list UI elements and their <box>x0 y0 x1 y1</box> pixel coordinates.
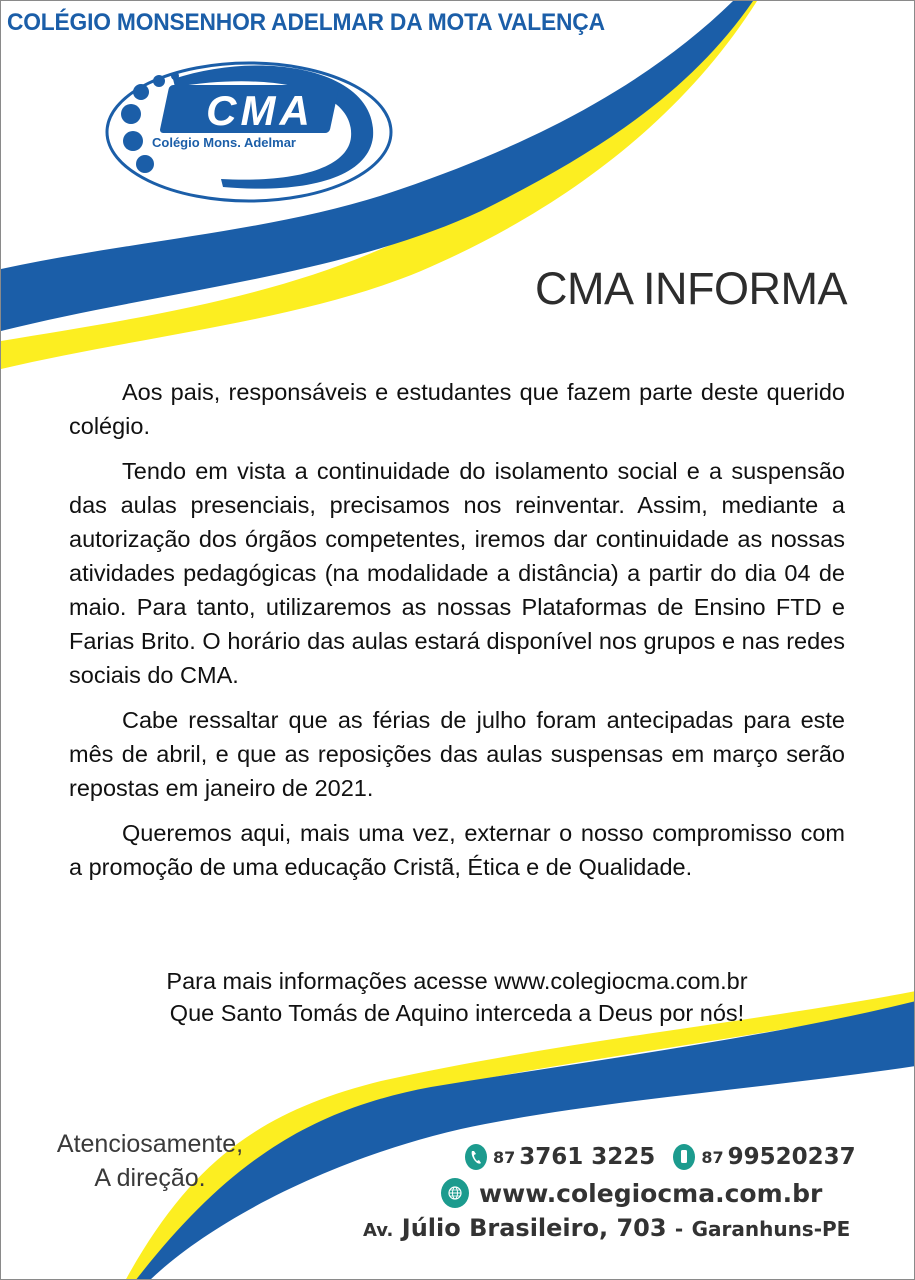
more-info-line: Para mais informações acesse www.colegiocma.com.br <box>166 968 748 994</box>
globe-icon <box>441 1178 469 1208</box>
phone-number[interactable]: 3761 3225 <box>519 1144 656 1170</box>
cma-logo <box>103 59 395 209</box>
signature-salutation: Atenciosamente, <box>56 1130 244 1158</box>
mobile-area-code: 87 <box>701 1147 724 1167</box>
phone-numbers <box>465 1144 856 1170</box>
blessing-line: Que Santo Tomás de Aquino interceda a Deus por nós! <box>169 1000 745 1026</box>
paragraph-commitment: Queremos aqui, mais uma vez, externar o nosso compromisso com a promoção de uma educação Cristã, Ética e de Qualidade. <box>69 820 845 880</box>
paragraph-vacation: Cabe ressaltar que as férias de julho foram antecipadas para este mês de abril, e que as reposições das aulas suspensas em março serão repostas em janeiro de 2021. <box>69 707 845 801</box>
school-name: COLÉGIO MONSENHOR ADELMAR DA MOTA VALENÇA <box>7 9 605 36</box>
address-street: Júlio Brasileiro, 703 <box>401 1214 667 1242</box>
website-link[interactable]: www.colegiocma.com.br <box>479 1178 823 1208</box>
letter-body <box>69 375 845 895</box>
paragraph-remote-classes: Tendo em vista a continuidade do isolamento social e a suspensão das aulas presenciais, precisamos nos reinventar. Assim, mediante a autorização dos órgãos competentes, iremos dar continuidade as nossas atividades pedagógicas (na modalidade a distância) a partir do dia 04 de maio. Para tanto, utilizaremos as nossas Plataformas de Ensino FTD e Farias Brito. O horário das aulas estará disponível nos grupos e nas redes sociais do CMA. <box>69 458 845 688</box>
page-title: CMA INFORMA <box>535 263 848 314</box>
address-separator: - <box>674 1217 684 1241</box>
signature-sender: A direção. <box>94 1164 206 1192</box>
logo-monogram: CMA <box>206 87 314 134</box>
address-prefix: Av. <box>363 1220 394 1241</box>
website-contact <box>441 1178 822 1208</box>
phone-icon <box>465 1144 487 1170</box>
mobile-icon <box>673 1144 695 1170</box>
address <box>363 1214 850 1242</box>
logo-subtitle: Colégio Mons. Adelmar <box>152 135 296 150</box>
closing-lines <box>69 965 845 1029</box>
paragraph-greeting: Aos pais, responsáveis e estudantes que fazem parte deste querido colégio. <box>69 379 845 439</box>
address-city: Garanhuns-PE <box>691 1217 851 1241</box>
mobile-number[interactable]: 99520237 <box>727 1144 856 1170</box>
signature <box>21 1127 279 1195</box>
phone-area-code: 87 <box>493 1147 516 1167</box>
